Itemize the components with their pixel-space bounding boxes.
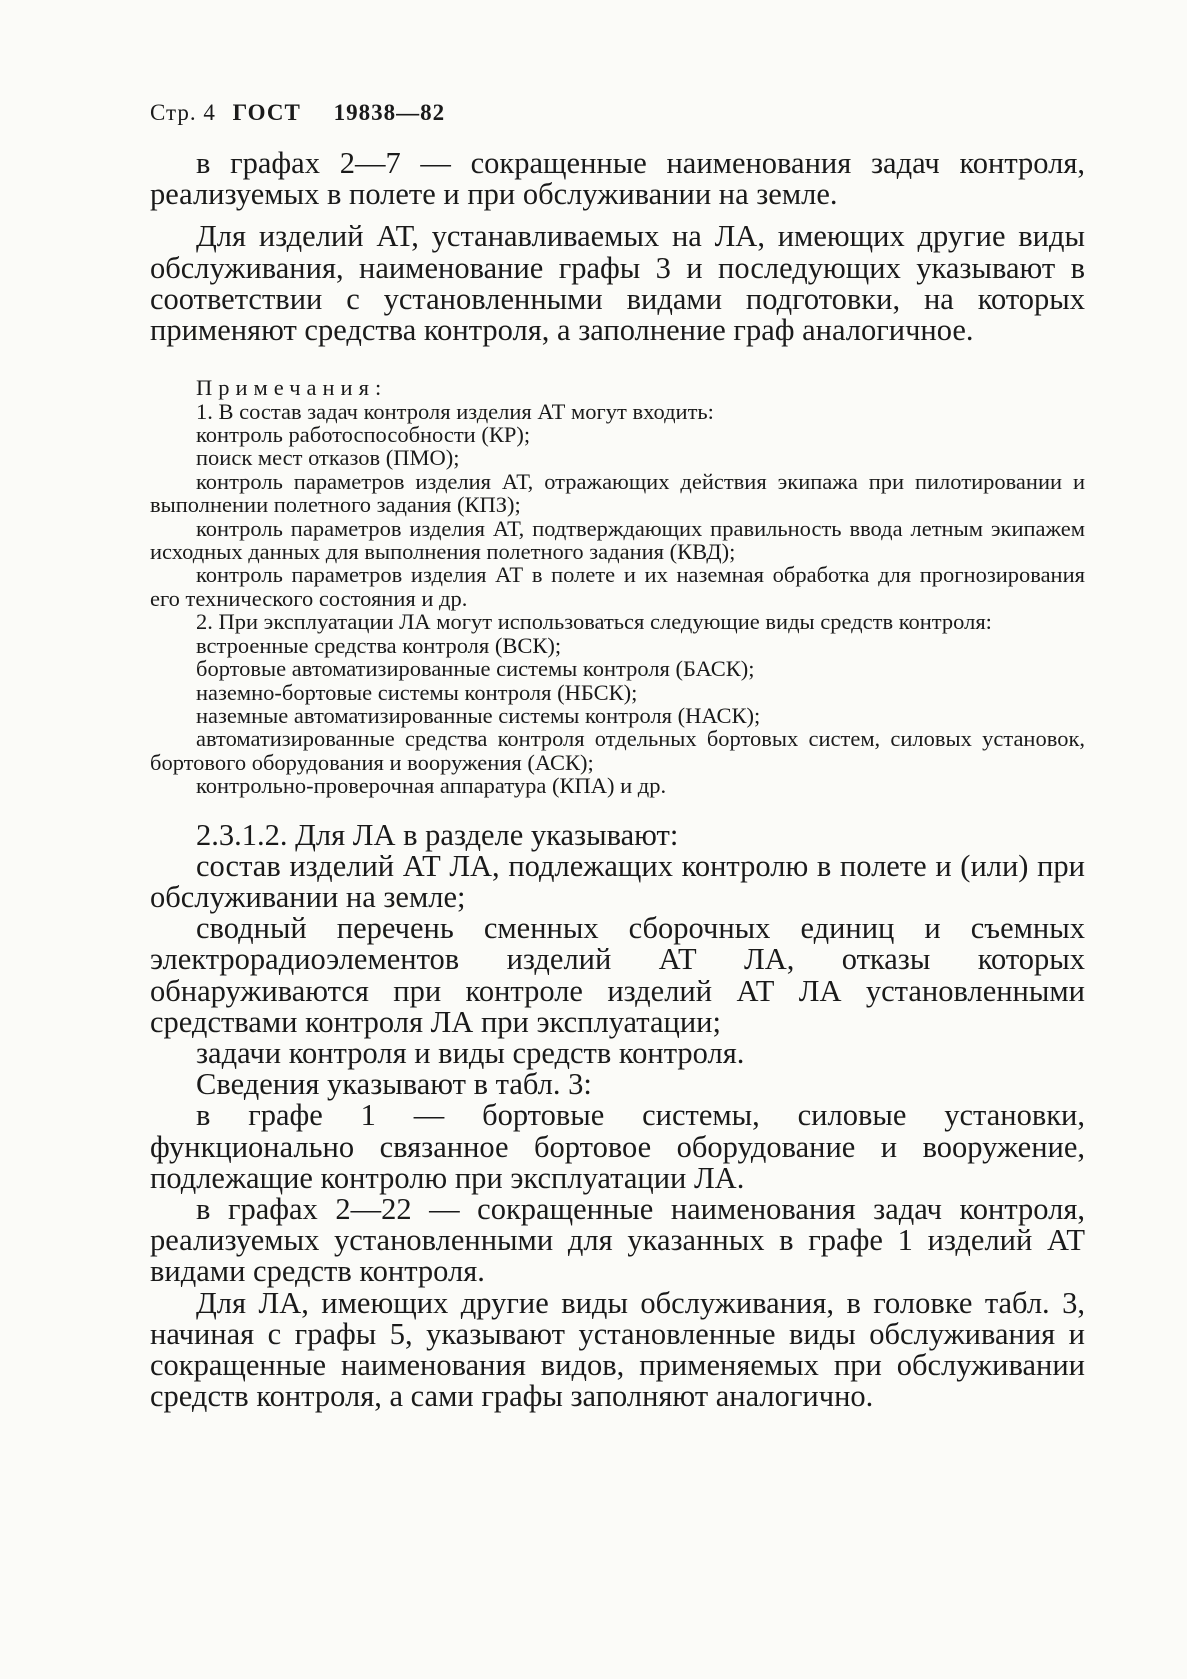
note-item: 2. При эксплуатации ЛА могут использоваться следующие виды средств контроля: [196,609,992,635]
note-item: контроль параметров изделия АТ в полете и их наземная обработка для прогнозирования его технического состояния и др. [150,562,1085,611]
section-heading: 2.3.1.2. Для ЛА в разделе указывают: [196,817,679,852]
paragraph: Сведения указывают в табл. 3: [196,1067,592,1102]
paragraph: в графах 2—7 — сокращенные наименования задач контроля, реализуемых в полете и при обслуживании на земле. [150,146,1085,212]
note-item: 1. В состав задач контроля изделия АТ могут входить: [196,398,714,424]
note-item: наземные автоматизированные системы контроля (НАСК); [196,702,761,728]
note-item: автоматизированные средства контроля отдельных бортовых систем, силовых установок, бортового оборудования и вооружения (АСК); [150,726,1085,775]
paragraph: в графах 2—22 — сокращенные наименования задач контроля, реализуемых установленными для указанных в графе 1 изделий АТ видами средств контроля. [150,1191,1085,1289]
paragraph: состав изделий АТ ЛА, подлежащих контролю в полете и (или) при обслуживании на земле; [150,848,1085,914]
standard-number: 19838—82 [333,100,446,125]
notes-block [150,376,1085,797]
notes-title: Примечания: [196,375,388,401]
note-item: встроенные средства контроля (ВСК); [196,632,562,658]
paragraph: Для ЛА, имеющих другие виды обслуживания, в головке табл. 3, начиная с графы 5, указывают установленные виды обслуживания и сокращенные наименования видов, применяемых при обслуживании средств контроля, а сами графы заполняют аналогично. [150,1285,1085,1414]
document-page [150,100,1085,1412]
note-item: бортовые автоматизированные системы контроля (БАСК); [196,656,755,682]
note-item: поиск мест отказов (ПМО); [196,445,460,471]
note-item: контроль работоспособности (КР); [196,422,531,448]
note-item: контроль параметров изделия АТ, отражающих действия экипажа при пилотировании и выполнении полетного задания (КПЗ); [150,468,1085,518]
paragraph: задачи контроля и виды средств контроля. [196,1035,745,1070]
paragraph: сводный перечень сменных сборочных единиц и съемных электрорадиоэлементов изделий АТ ЛА, отказы которых обнаруживаются при контроле изделий АТ ЛА установленными средствами контроля ЛА при эксплуатации; [150,911,1085,1039]
intro-block [150,148,1085,346]
paragraph: Для изделий АТ, устанавливаемых на ЛА, имеющих другие виды обслуживания, наименование графы 3 и последующих указывают в соответствии с установленными видами подготовки, на которых применяют средства контроля, а заполнение граф аналогичное. [150,219,1085,348]
note-item: контрольно-проверочная аппаратура (КПА) и др. [196,773,667,799]
section-block [150,817,1085,1414]
standard-label: ГОСТ [232,100,301,125]
page-number: Стр. 4 [150,100,216,125]
note-item: контроль параметров изделия АТ, подтверждающих правильность ввода летным экипажем исходных данных для выполнения полетного задания (КВД); [150,515,1085,565]
page-header [150,100,1085,126]
paragraph: в графе 1 — бортовые системы, силовые установки, функционально связанное бортовое оборудование и вооружение, подлежащие контролю при эксплуатации ЛА. [150,1098,1085,1195]
note-item: наземно-бортовые системы контроля (НБСК); [196,679,638,705]
